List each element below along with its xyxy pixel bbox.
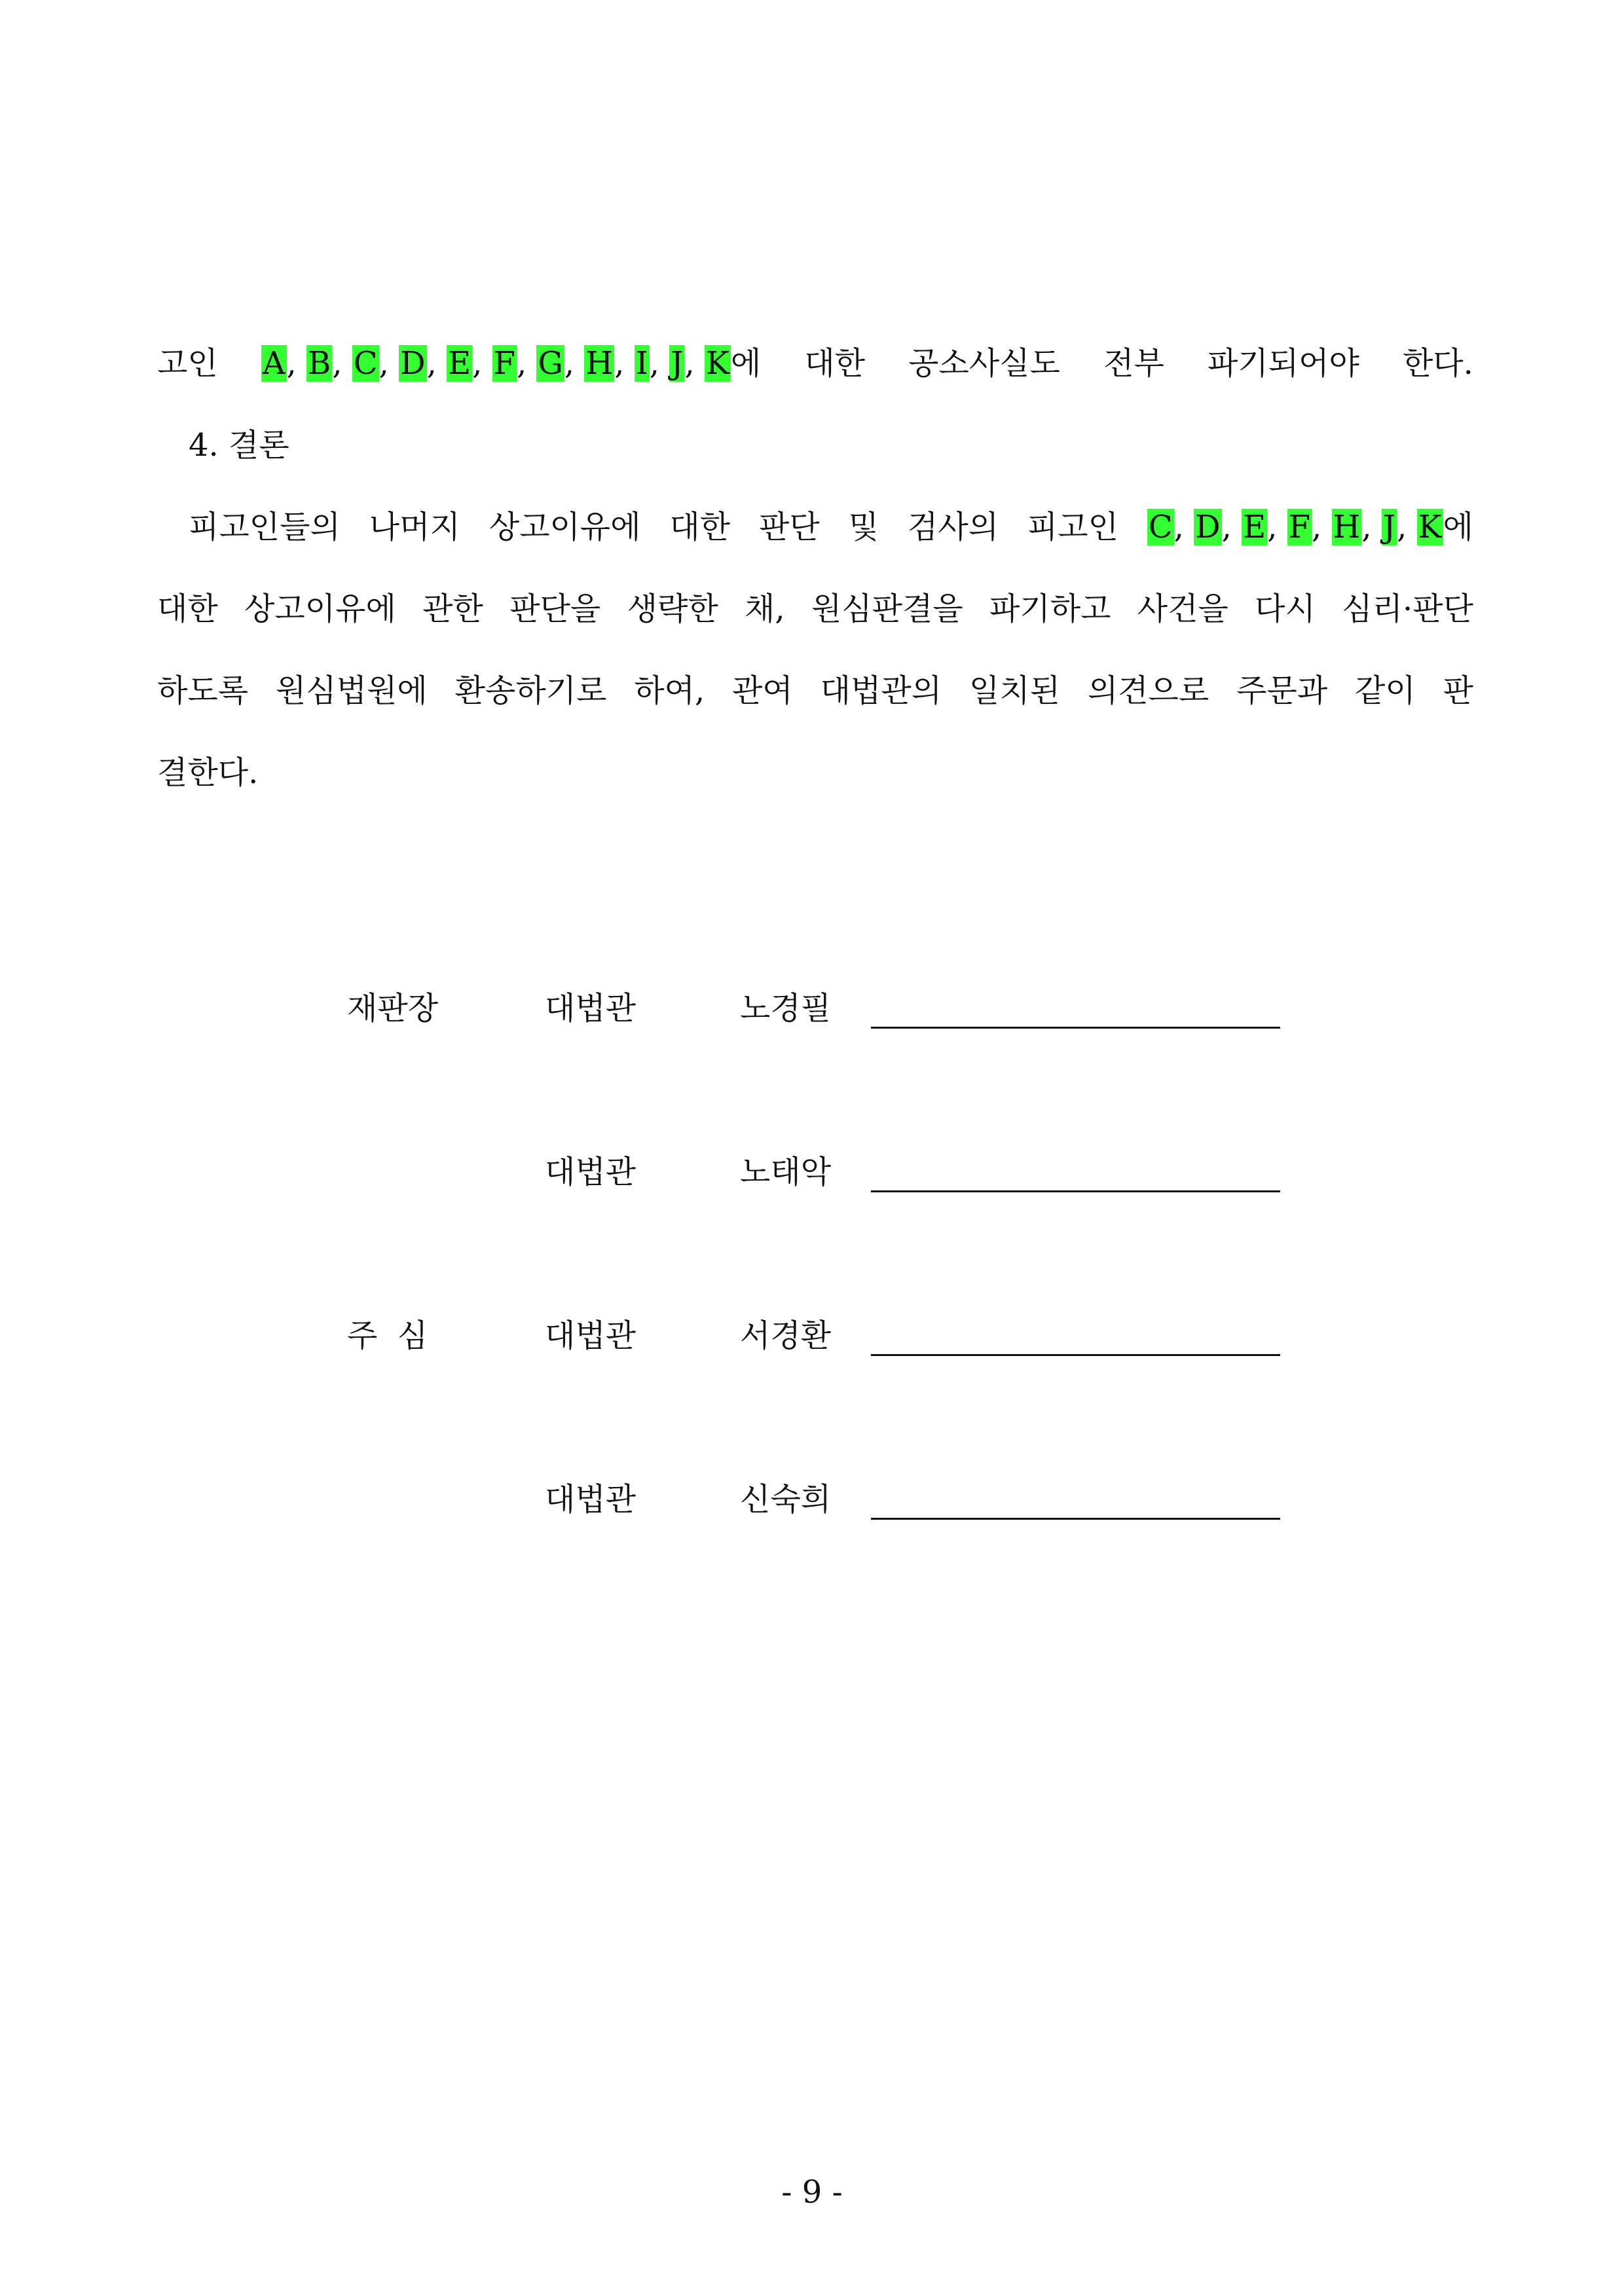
signature-title: 대법관 [545, 1154, 637, 1190]
defendant-tag: K [1418, 509, 1442, 545]
paragraph2-line3 [157, 671, 1473, 710]
paragraph2-word: 상고이유에 [489, 509, 641, 545]
paragraph2-word: 나머지 [369, 509, 460, 545]
defendant-tag: D [400, 345, 426, 382]
paragraph2-word: 의견으로 [1087, 672, 1209, 709]
signature-row [0, 1480, 1624, 1526]
defendant-tag: D [1195, 509, 1221, 545]
paragraph1-word: 대한 [804, 345, 866, 382]
paragraph1-line [157, 344, 1473, 383]
paragraph2-word: 대한 [669, 509, 731, 545]
signature-row [0, 989, 1624, 1035]
paragraph1-word: 전부 [1103, 345, 1164, 382]
paragraph1-prefix: 고인 [157, 345, 218, 382]
paragraph1-word: 파기되어야 [1207, 345, 1359, 382]
paragraph2-word: 파기하고 [989, 591, 1111, 627]
defendant-tag: F [1288, 509, 1311, 545]
paragraph2-word: 및 [848, 509, 879, 545]
paragraph2-word: 원심법원에 [275, 672, 428, 709]
defendant-list: A, B, C, D, E, F, G, H, I, J, K에 [262, 345, 762, 382]
paragraph2-word: 검사의 [907, 509, 999, 545]
paragraph2-word: 하여, [634, 672, 705, 709]
signature-role: 재판장 [347, 990, 439, 1027]
paragraph2-word: 판 [1443, 672, 1473, 709]
paragraph2-word: 생략한 [627, 591, 718, 627]
paragraph2-word: 일치된 [969, 672, 1061, 709]
defendant-list: C, D, E, F, H, J, K에 [1148, 509, 1473, 545]
signature-row [0, 1316, 1624, 1362]
signature-title: 대법관 [545, 990, 637, 1027]
paragraph1-word: 공소사실도 [908, 345, 1061, 382]
signature-line [871, 1518, 1280, 1520]
paragraph2-word: 대한 [157, 591, 218, 627]
defendant-tag: C [1148, 509, 1173, 545]
paragraph2-word: 심리·판단 [1342, 591, 1473, 627]
section-heading: 4. 결론 [189, 427, 289, 464]
paragraph2-word: 하도록 [157, 672, 249, 709]
paragraph2-line4 [157, 753, 1473, 792]
signature-line [871, 1027, 1280, 1029]
signature-title: 대법관 [545, 1481, 637, 1518]
paragraph2-word: 결한다. [157, 754, 259, 791]
paragraph1-word: 한다. [1402, 345, 1473, 382]
defendant-tag: J [1382, 509, 1396, 545]
paragraph2-word: 판단 [759, 509, 820, 545]
paragraph2-word: 주문과 [1236, 672, 1328, 709]
paragraph2-word: 채, [744, 591, 785, 627]
defendant-tag: E [1243, 509, 1266, 545]
paragraph2-word: 다시 [1255, 591, 1316, 627]
signature-row [0, 1152, 1624, 1198]
paragraph2-line2 [157, 589, 1473, 629]
paragraph1-suffix-0: 에 [730, 345, 762, 382]
paragraph2-word: 환송하기로 [454, 672, 607, 709]
paragraph2-line1-suffix: 에 [1443, 509, 1473, 545]
defendant-tag: F [493, 345, 515, 382]
signature-line [871, 1354, 1280, 1356]
paragraph2-word: 사건을 [1137, 591, 1228, 627]
signature-line [871, 1190, 1280, 1192]
paragraph2-word: 같이 [1355, 672, 1416, 709]
paragraph2-word: 대법관의 [820, 672, 942, 709]
paragraph2-line1 [189, 507, 1473, 547]
signature-name: 노경필 [740, 990, 832, 1027]
paragraph2-word: 관한 [422, 591, 483, 627]
defendant-tag: K [705, 345, 729, 382]
defendant-tag: C [353, 345, 378, 382]
defendant-tag: H [1333, 509, 1361, 545]
defendant-tag: A [262, 345, 286, 382]
signature-name: 신숙희 [740, 1481, 832, 1518]
signature-role: 주 심 [347, 1317, 428, 1354]
paragraph2-word: 판단을 [509, 591, 601, 627]
paragraph2-word: 관여 [732, 672, 793, 709]
defendant-tag: E [448, 345, 471, 382]
signature-name: 서경환 [740, 1317, 832, 1354]
paragraph2-word: 피고인 [1027, 509, 1119, 545]
paragraph2-word: 원심판결을 [811, 591, 963, 627]
defendant-tag: B [308, 345, 331, 382]
page-number: - 9 - [781, 2174, 843, 2211]
signature-title: 대법관 [545, 1317, 637, 1354]
defendant-tag: H [585, 345, 614, 382]
defendant-tag: I [635, 345, 648, 382]
defendant-tag: G [538, 345, 563, 382]
defendant-tag: J [671, 345, 684, 382]
signature-name: 노태악 [740, 1154, 832, 1190]
paragraph2-word: 피고인들의 [189, 509, 341, 545]
paragraph2-word: 상고이유에 [244, 591, 396, 627]
